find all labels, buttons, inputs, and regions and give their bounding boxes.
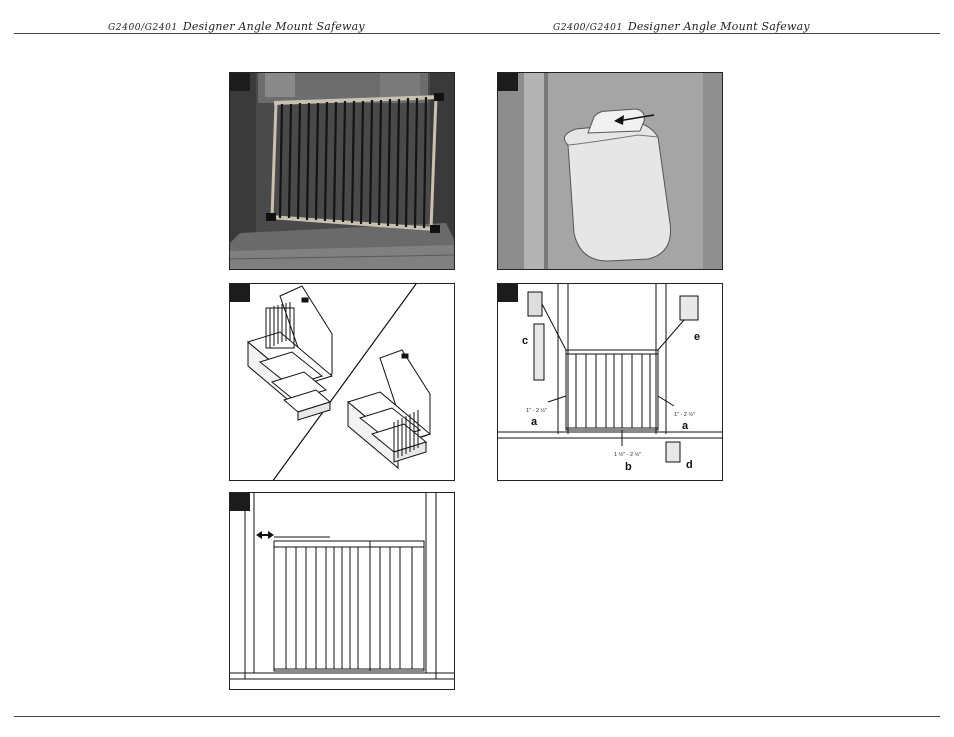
label-c: c <box>522 335 529 347</box>
step-number-tab <box>230 493 250 511</box>
step-number-tab <box>498 284 518 302</box>
measurement-bottom: 1 ½" - 2 ½" <box>614 452 642 458</box>
stair-mount-diagram <box>230 284 455 481</box>
header-product-title: Designer Angle Mount Safeway <box>182 20 365 33</box>
label-a-left: a <box>531 416 538 428</box>
latch-closeup-illustration <box>498 73 723 270</box>
step-number-tab <box>230 73 250 91</box>
figure-stair-mounting-options <box>229 283 455 481</box>
measurement-right: 1" - 2 ½" <box>674 412 696 418</box>
step-number-tab <box>230 284 250 302</box>
figure-measurement-diagram <box>497 283 723 481</box>
measurement-diagram <box>498 284 723 481</box>
installed-gate-illustration <box>230 73 455 270</box>
label-e: e <box>694 331 701 343</box>
label-b: b <box>625 461 632 473</box>
figure-installed-gate-photo <box>229 72 455 270</box>
header-model-number: G2400/G2401 <box>553 23 623 33</box>
page-header-left <box>108 20 365 33</box>
gate-front-view-diagram <box>230 493 455 690</box>
header-product-title: Designer Angle Mount Safeway <box>627 20 810 33</box>
figure-latch-release-closeup <box>497 72 723 270</box>
header-divider <box>14 33 940 34</box>
header-model-number: G2400/G2401 <box>108 23 178 33</box>
label-d: d <box>686 459 693 471</box>
measurement-left: 1" - 2 ½" <box>526 408 548 414</box>
page-header-right <box>553 20 810 33</box>
figure-gate-front-view <box>229 492 455 690</box>
step-number-tab <box>498 73 518 91</box>
footer-divider <box>14 716 940 717</box>
label-a-right: a <box>682 420 689 432</box>
